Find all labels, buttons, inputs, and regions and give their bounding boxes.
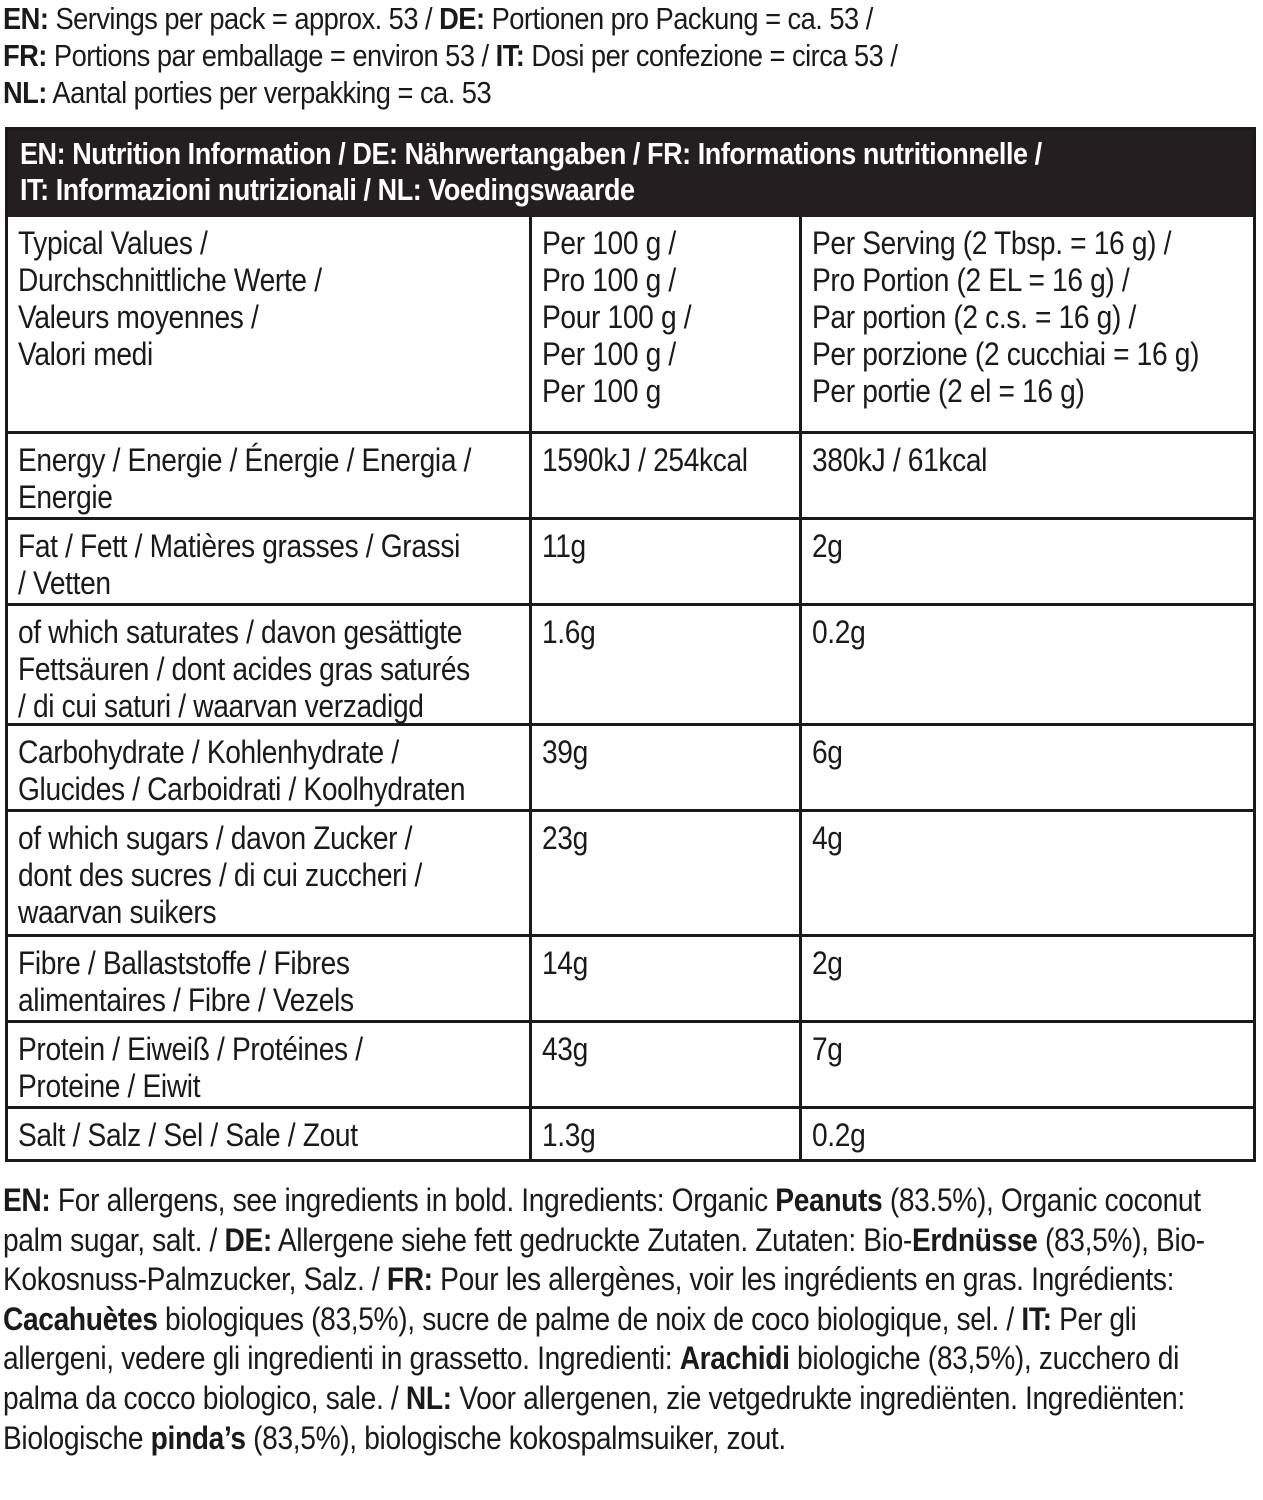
value-per-100g: 1590kJ / 254kcal: [542, 442, 748, 478]
lang-code-en: EN:: [3, 1182, 51, 1218]
nutrient-label: Energy / Energie / Énergie / Energia / Energie: [18, 442, 472, 515]
servings-line-1: [3, 0, 1253, 37]
allergen-en: Peanuts: [775, 1182, 883, 1218]
lang-code-nl: NL:: [3, 75, 47, 110]
value-per-serving: 2g: [812, 528, 843, 564]
nutrient-label-cell: [8, 606, 532, 723]
value-per-serving: 7g: [812, 1031, 843, 1067]
nutrient-label-cell: [8, 726, 532, 809]
ingredients-text: [3, 1181, 1253, 1458]
nutrition-row: [8, 517, 1253, 603]
nutrition-row: [8, 934, 1253, 1020]
nutrient-label-cell: [8, 217, 532, 431]
value-per-100g: 39g: [542, 734, 588, 770]
nutrition-row: [8, 431, 1253, 517]
ingredients-it-text: biologiche (83,5%), zucchero di palma da cocco biologico, sale. /: [3, 1340, 1180, 1416]
servings-line-2: [3, 37, 1253, 74]
lang-code-en: EN:: [3, 1, 49, 36]
nutrition-row: [8, 217, 1253, 431]
nutrient-label: Fibre / Ballaststoffe / Fibres alimentaires / Fibre / Vezels: [18, 945, 354, 1018]
value-per-serving: 6g: [812, 734, 843, 770]
value-per-serving-cell: [802, 1109, 1253, 1159]
value-per-serving-cell: [802, 812, 1253, 934]
value-per-100g: Per 100 g / Pro 100 g / Pour 100 g / Per 100 g / Per 100 g: [542, 225, 692, 409]
value-per-100g-cell: [532, 937, 802, 1020]
value-per-100g-cell: [532, 217, 802, 431]
nutrient-label: Salt / Salz / Sel / Sale / Zout: [18, 1117, 358, 1153]
nutrient-label-cell: [8, 812, 532, 934]
value-per-serving: 0.2g: [812, 614, 866, 650]
value-per-serving-cell: [802, 606, 1253, 723]
nutrient-label-cell: [8, 937, 532, 1020]
allergen-nl: pinda’s: [150, 1419, 246, 1456]
value-per-100g: 14g: [542, 945, 588, 981]
ingredients-fr-text: biologiques (83,5%), sucre de palme de noix de coco biologique, sel. /: [157, 1300, 1022, 1337]
value-per-serving-cell: [802, 217, 1253, 431]
nutrition-row: [8, 603, 1253, 723]
nutrition-row: [8, 723, 1253, 809]
ingredients-de-text: (83,5%), Bio-Kokosnuss-Palmzucker, Salz. /: [3, 1221, 1205, 1298]
servings-line-3: [3, 74, 1253, 111]
servings-per-pack: [3, 0, 1253, 111]
value-per-serving: 0.2g: [812, 1117, 866, 1153]
value-per-100g: 23g: [542, 820, 588, 856]
lang-code-it: IT:: [1021, 1300, 1052, 1337]
nutrient-label: of which sugars / davon Zucker / dont des sucres / di cui zuccheri / waarvan suikers: [18, 820, 423, 930]
nutrient-label: of which saturates / davon gesättigte Fettsäuren / dont acides gras saturés / di cui saturi / waarvan verzadigd: [18, 614, 470, 724]
nutrient-label: Typical Values / Durchschnittliche Werte / Valeurs moyennes / Valori medi: [18, 225, 322, 372]
value-per-serving-cell: [802, 937, 1253, 1020]
value-per-serving: Per Serving (2 Tbsp. = 16 g) / Pro Portion (2 EL = 16 g) / Par portion (2 c.s. = 16 g) / Per porzione (2 cucchiai = 16 g) Per portie (2 el = 16 g): [812, 225, 1200, 409]
lang-code-fr: FR:: [3, 38, 47, 73]
table-header-line-1: EN: Nutrition Information / DE: Nährwertangaben / FR: Informations nutritionnelle /: [20, 136, 1042, 171]
nutrient-label-cell: [8, 1023, 532, 1106]
servings-en-text: Servings per pack = approx. 53 /: [48, 1, 440, 36]
lang-code-de: DE:: [224, 1221, 272, 1258]
nutrient-label-cell: [8, 1109, 532, 1159]
ingredients-de-text: Allergene siehe fett gedruckte Zutaten. Zutaten: Bio-: [271, 1221, 912, 1258]
value-per-100g-cell: [532, 520, 802, 603]
nutrient-label: Fat / Fett / Matières grasses / Grassi / Vetten: [18, 528, 461, 601]
value-per-100g: 1.3g: [542, 1117, 596, 1153]
value-per-serving-cell: [802, 1023, 1253, 1106]
value-per-100g-cell: [532, 812, 802, 934]
lang-code-nl: NL:: [405, 1379, 452, 1416]
value-per-100g-cell: [532, 434, 802, 517]
value-per-serving: 4g: [812, 820, 843, 856]
lang-code-it: IT:: [495, 38, 525, 73]
servings-nl-text: Aantal porties per verpakking = ca. 53: [46, 75, 492, 110]
value-per-100g: 1.6g: [542, 614, 596, 650]
nutrition-row: [8, 809, 1253, 934]
allergen-fr: Cacahuètes: [3, 1300, 158, 1337]
ingredients-fr-text: Pour les allergènes, voir les ingrédients en gras. Ingrédients:: [432, 1261, 1175, 1298]
value-per-100g-cell: [532, 606, 802, 723]
value-per-serving-cell: [802, 434, 1253, 517]
lang-code-fr: FR:: [386, 1261, 433, 1298]
value-per-100g: 11g: [542, 528, 586, 564]
value-per-100g: 43g: [542, 1031, 588, 1067]
nutrition-table-header: [8, 130, 1253, 217]
nutrient-label-cell: [8, 520, 532, 603]
value-per-100g-cell: [532, 1109, 802, 1159]
ingredients-en-text: (83.5%), Organic coconut palm sugar, salt. /: [3, 1182, 1201, 1258]
nutrition-table: [5, 127, 1256, 1162]
lang-code-de: DE:: [439, 1, 485, 36]
nutrient-label-cell: [8, 434, 532, 517]
ingredients-nl-text: Voor allergenen, zie vetgedrukte ingrediënten. Ingrediënten: Biologische: [3, 1379, 1185, 1456]
servings-fr-text: Portions par emballage = environ 53 /: [46, 38, 496, 73]
value-per-100g-cell: [532, 1023, 802, 1106]
value-per-100g-cell: [532, 726, 802, 809]
value-per-serving-cell: [802, 726, 1253, 809]
ingredients-en-text: For allergens, see ingredients in bold. Ingredients: Organic: [50, 1182, 776, 1218]
servings-it-text: Dosi per confezione = circa 53 /: [524, 38, 898, 73]
ingredients-it-text: Per gli allergeni, vedere gli ingredienti in grassetto. Ingredienti:: [3, 1300, 1137, 1377]
ingredients-nl-text: (83,5%), biologische kokospalmsuiker, zout.: [245, 1419, 786, 1456]
table-header-line-2: IT: Informazioni nutrizionali / NL: Voedingswaarde: [20, 172, 635, 207]
nutrition-row: [8, 1020, 1253, 1106]
allergen-de: Erdnüsse: [911, 1221, 1038, 1258]
allergen-it: Arachidi: [679, 1340, 790, 1377]
nutrition-row: [8, 1106, 1253, 1159]
nutrient-label: Protein / Eiweiß / Protéines / Proteine / Eiwit: [18, 1031, 363, 1104]
nutrient-label: Carbohydrate / Kohlenhydrate / Glucides / Carboidrati / Koolhydraten: [18, 734, 466, 807]
value-per-serving: 380kJ / 61kcal: [812, 442, 988, 478]
nutrition-table-title: [20, 136, 1255, 208]
value-per-serving-cell: [802, 520, 1253, 603]
value-per-serving: 2g: [812, 945, 843, 981]
servings-de-text: Portionen pro Packung = ca. 53 /: [484, 1, 873, 36]
